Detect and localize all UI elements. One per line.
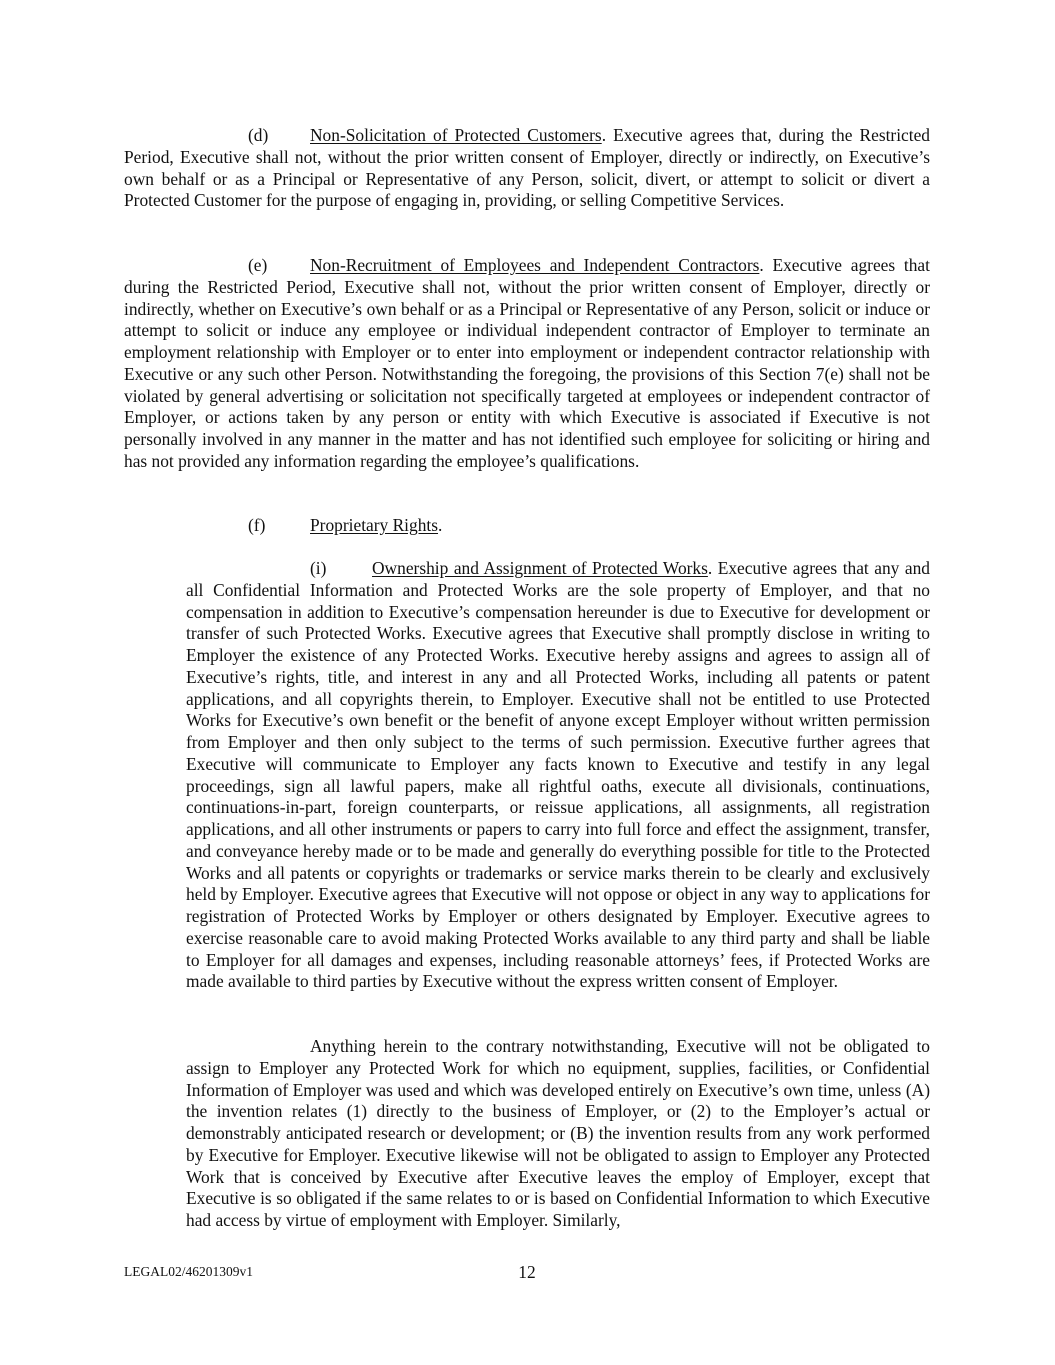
section-f-paragraph: [124, 515, 930, 537]
section-f-text: .: [438, 515, 443, 535]
section-f-i-heading: Ownership and Assignment of Protected Works: [372, 558, 708, 578]
section-f-number: (f): [248, 515, 266, 535]
page-number: 12: [518, 1262, 536, 1282]
section-e-number: (e): [248, 255, 268, 275]
section-d-heading: Non-Solicitation of Protected Customers: [310, 125, 602, 145]
section-f-i-paragraph: [186, 558, 930, 993]
section-d-text: . Executive agrees that, during the Restricted Period, Executive shall not, without the prior written consent of Employer, directly or indirectly, on Executive’s own behalf or as a Principal or Representative of any Person, solicit, divert, or attempt to solicit or divert a Protected Customer for the purpose of engaging in, providing, or selling Competitive Services.: [124, 125, 930, 211]
section-e-paragraph: [124, 255, 930, 473]
notwithstanding-paragraph: [186, 1036, 930, 1232]
section-f-i-number: (i): [310, 558, 327, 578]
notwithstanding-text: Anything herein to the contrary notwithstanding, Executive will not be obligated to assign to Employer any Protected Work for which no equipment, supplies, facilities, or Confidential Information of Employer was used and which was developed entirely on Executive’s own time, unless (A) the invention relates (1) directly to the business of Employer, or (2) to the Employer’s actual or demonstrably anticipated research or development; or (B) the invention results from any work performed by Executive for Employer. Executive likewise will not be obligated to assign to Employer any Protected Work that is conceived by Executive after Executive leaves the employ of Employer, except that Executive is so obligated if the same relates to or is based on Confidential Information to which Executive had access by virtue of employment with Employer. Similarly,: [186, 1036, 930, 1230]
section-f-i-text: . Executive agrees that any and all Confidential Information and Protected Works are the sole property of Employer, and that no compensation in addition to Executive’s compensation hereunder is due to Executive for development or transfer of such Protected Works. Executive agrees that Executive shall promptly disclose in writing to Employer the existence of any Protected Works. Executive hereby assigns and agrees to assign all of Executive’s rights, title, and interest in any and all Protected Works, including all patents or patent applications, and all copyrights therein, to Employer. Executive shall not be entitled to use Protected Works for Executive’s own benefit or the benefit of anyone except Employer without written permission from Employer and then only subject to the terms of such permission. Executive further agrees that Executive will communicate to Employer any facts known to Executive and testify in any legal proceedings, sign all lawful papers, make all rightful oaths, execute all divisionals, continuations, continuations-in-part, foreign counterparts, or reissue applications, all assignments, all registration applications, and all other instruments or papers to carry into full force and effect the assignment, transfer, and conveyance hereby made or to be made and generally do everything possible for title to the Protected Works and all patents or copyrights or trademarks or service marks therein to be clearly and exclusively held by Employer. Executive agrees that Executive will not oppose or object in any way to applications for registration of Protected Works by Employer or others designated by Employer. Executive agrees to exercise reasonable care to avoid making Protected Works available to any third party and shall be liable to Employer for all damages and expenses, including reasonable attorneys’ fees, if Protected Works are made available to third parties by Executive without the express written consent of Employer.: [186, 558, 930, 992]
section-d-paragraph: [124, 125, 930, 212]
document-id: LEGAL02/46201309v1: [124, 1264, 253, 1279]
section-d-number: (d): [248, 125, 269, 145]
section-e-text: . Executive agrees that during the Restricted Period, Executive shall not, without the prior written consent of Employer, directly or indirectly, whether on Executive’s own behalf or as a Principal or Representative of any Person, solicit or induce or attempt to solicit or induce any employee or individual independent contractor of Employer to terminate an employment relationship with Employer or to enter into employment or independent contractor relationship with Executive or any such other Person. Notwithstanding the foregoing, the provisions of this Section 7(e) shall not be violated by general advertising or solicitation not specifically targeted at employees or independent contractor of Employer, or actions taken by any person or entity with which Executive is associated if Executive is not personally involved in any manner in the matter and has not identified such employee for soliciting or hiring and has not provided any information regarding the employee’s qualifications.: [124, 255, 930, 471]
section-e-heading: Non-Recruitment of Employees and Independent Contractors: [310, 255, 760, 275]
section-f-heading: Proprietary Rights: [310, 515, 439, 535]
